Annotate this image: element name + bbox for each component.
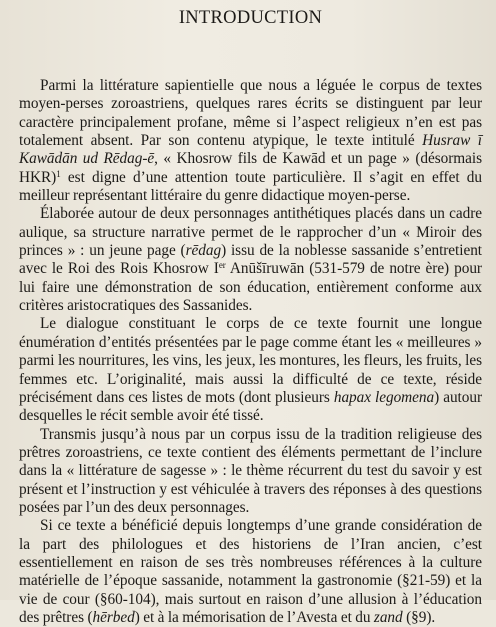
paragraph-3 xyxy=(19,315,482,425)
page-title: INTRODUCTION xyxy=(178,8,323,28)
text-run: ) autour desquelles le récit semble avoir été tissé. xyxy=(19,388,482,425)
text-run: ) issu de la noblesse sassanide s’entretient avec le Roi des Rois Khosrow I xyxy=(19,242,482,278)
text-run: est digne d’une attention toute particulière. Il s’agit en effet du meilleur représentant littéraire du genre didactique moyen-perse. xyxy=(19,168,482,205)
text-run: Si ce texte a bénéficié depuis longtemps d’une grande considération de la part des philologues et des historiens de l’Iran ancien, c’est essentiellement en raison de ses très nombreuses références à la culture matérielle de l’époque sassanide, notamment la gastronomie (§21-59) et la vie de cour (§60-104), mais surtout en raison d’une allusion à l’éducation des prêtres ( xyxy=(19,517,482,626)
text-run: ) et à la mémorisation de l’Avesta et du xyxy=(134,608,374,626)
text-run: Élaborée autour de deux personnages antithétiques placés dans un cadre aulique, sa structure narrative permet de le rapprocher d’un « Miroir des princes » : un jeune page ( xyxy=(19,205,482,260)
body-text xyxy=(19,77,482,627)
paragraph-2 xyxy=(19,205,482,315)
paragraph-5 xyxy=(19,517,482,627)
text-run: Transmis jusqu’à nous par un corpus issu de la tradition religieuse des prêtres zoroastriens, ce texte contient des éléments permettant de l’inclure dans la « littérature de sagesse » : le thème récurrent du test du savoir y est présent et l’instruction y est véhiculée à travers des réponses à des questions posées par l’un des deux personnages. xyxy=(19,425,482,516)
paragraph-4 xyxy=(19,426,482,518)
text-run: (§9). xyxy=(402,608,436,626)
text-run: Parmi la littérature sapientielle que nous a léguée le corpus de textes moyen-perses zoroastriens, quelques rares écrits se distinguent par leur caractère principalement profane, même si l’aspect religieux n’en est pas totalement absent. Par son contenu atypique, le texte intitulé xyxy=(19,77,482,150)
italic-term: zand xyxy=(373,608,403,626)
italic-term: rēdag xyxy=(185,242,222,260)
paragraph-1 xyxy=(19,77,482,205)
superscript: er xyxy=(218,260,226,271)
italic-term: hērbed xyxy=(92,608,135,626)
footnote-marker: 1 xyxy=(56,168,61,179)
text-run: Le dialogue constituant le corps de ce texte fournit une longue énumération d’entités présentées par le page comme étant les « meilleures » parmi les nourritures, les vins, les jeux, les montures, les fleurs, les fruits, les femmes etc. L’originalité, mais aussi la difficulté de ce texte, réside précisément dans ces listes de mots (dont plusieurs xyxy=(19,315,482,406)
italic-title: Husraw ī Kawādān ud Rēdag-ē xyxy=(19,132,482,168)
text-run: , « Khosrow fils de Kawād et un page » (désormais HKR) xyxy=(19,150,482,186)
italic-term: hapax legomena xyxy=(333,388,435,406)
text-run: Anūšīruwān (531-579 de notre ère) pour lui faire une démonstration de son éducation, entièrement conforme aux critères aristocratiques des Sassanides. xyxy=(19,260,482,315)
